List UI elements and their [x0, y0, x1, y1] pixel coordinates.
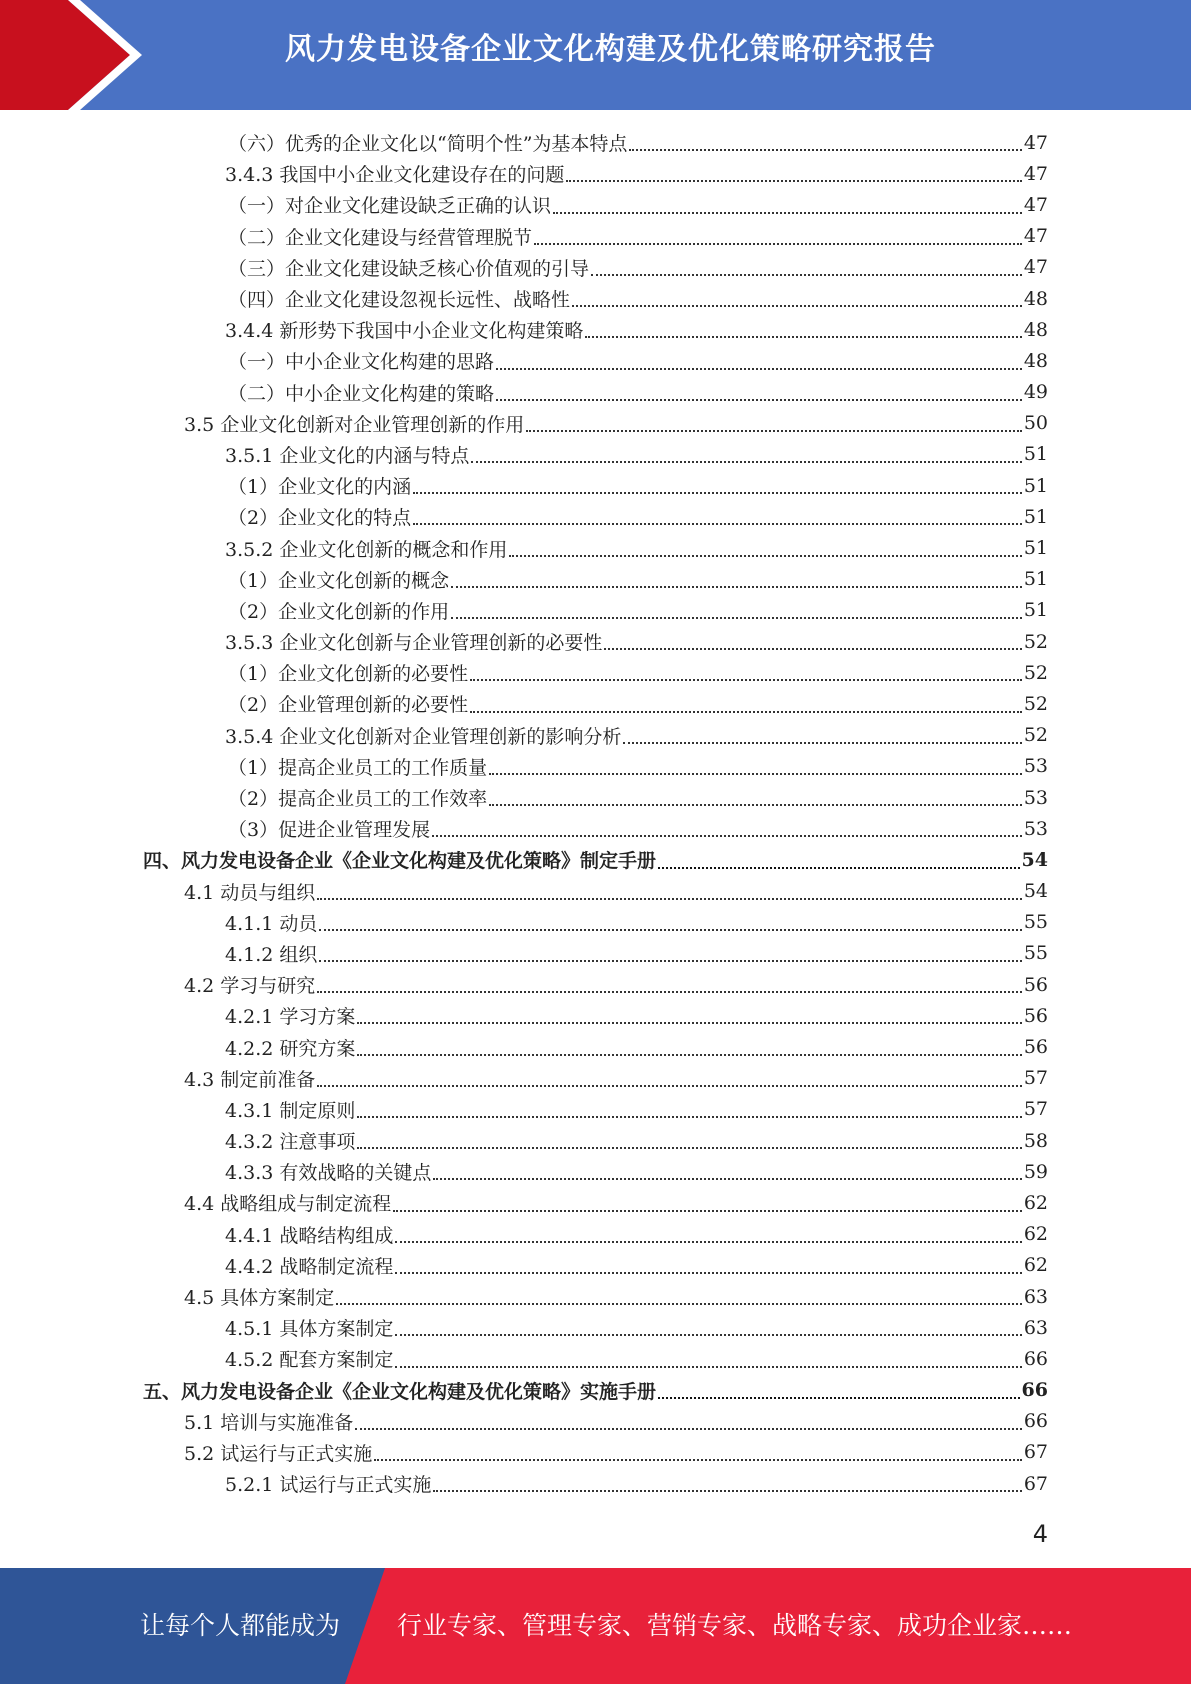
dot-leader [629, 148, 1021, 151]
toc-entry-page: 56 [1023, 973, 1048, 996]
toc-entry-page: 66 [1023, 1347, 1048, 1370]
toc-entry[interactable] [0, 876, 1191, 907]
toc-entry[interactable] [0, 782, 1191, 813]
dot-leader [319, 959, 1021, 962]
toc-entry-label: 4.5.2 配套方案制定 [225, 1349, 394, 1372]
toc-entry[interactable] [0, 813, 1191, 844]
toc-entry-page: 51 [1023, 568, 1048, 591]
toc-entry-label: （2）企业文化的特点 [228, 507, 412, 530]
toc-entry[interactable] [0, 938, 1191, 969]
toc-entry[interactable] [0, 657, 1191, 688]
toc-entry-label: （1）企业文化创新的概念 [228, 569, 450, 592]
dot-leader [585, 335, 1021, 338]
dot-leader [357, 1021, 1021, 1024]
dot-leader [489, 803, 1022, 806]
dot-leader [433, 1489, 1021, 1492]
dot-leader [526, 429, 1022, 432]
dot-leader [433, 1177, 1021, 1180]
dot-leader [317, 1084, 1022, 1087]
dot-leader [432, 834, 1022, 837]
toc-entry[interactable] [0, 688, 1191, 719]
dot-leader [451, 585, 1022, 588]
dot-leader [470, 710, 1022, 713]
toc-entry[interactable] [0, 1187, 1191, 1218]
toc-entry-page: 51 [1023, 474, 1048, 497]
toc-entry[interactable] [0, 127, 1191, 158]
toc-entry-page: 47 [1023, 162, 1048, 185]
toc-entry[interactable] [0, 377, 1191, 408]
toc-entry[interactable] [0, 1281, 1191, 1312]
dot-leader [336, 1302, 1022, 1305]
toc-entry[interactable] [0, 532, 1191, 563]
toc-entry[interactable] [0, 1156, 1191, 1187]
toc-entry-label: （1）企业文化的内涵 [228, 476, 412, 499]
toc-entry[interactable] [0, 470, 1191, 501]
toc-entry-page: 62 [1023, 1254, 1048, 1277]
dot-leader [572, 304, 1022, 307]
toc-entry-page: 56 [1023, 1004, 1048, 1027]
dot-leader [623, 741, 1021, 744]
toc-entry[interactable] [0, 439, 1191, 470]
toc-entry[interactable] [0, 189, 1191, 220]
table-of-contents [0, 127, 1191, 1499]
dot-leader [604, 647, 1021, 650]
footer-slogan-left: 让每个人都能成为 [140, 1611, 341, 1640]
toc-entry-page: 66 [1023, 1410, 1048, 1433]
toc-entry-label: 5.2 试运行与正式实施 [184, 1442, 373, 1465]
toc-entry-page: 62 [1023, 1223, 1048, 1246]
toc-entry-label: 3.4.4 新形势下我国中小企业文化构建策略 [225, 320, 584, 343]
toc-entry-label: 4.3.3 有效战略的关键点 [225, 1162, 432, 1185]
toc-entry-label: 4.1 动员与组织 [184, 881, 316, 904]
toc-entry-label: （2）提高企业员工的工作效率 [228, 788, 488, 811]
toc-entry[interactable] [0, 751, 1191, 782]
dot-leader [553, 211, 1022, 214]
toc-entry-page: 52 [1023, 692, 1048, 715]
toc-entry-page: 53 [1023, 817, 1048, 840]
toc-entry[interactable] [0, 1000, 1191, 1031]
dot-leader [658, 1396, 1020, 1399]
toc-entry-label: 4.5 具体方案制定 [184, 1287, 335, 1310]
toc-entry-label: （四）企业文化建设忽视长远性、战略性 [228, 289, 571, 312]
toc-entry-page: 52 [1023, 661, 1048, 684]
toc-entry-page: 47 [1023, 193, 1048, 216]
toc-entry-label: （2）企业文化创新的作用 [228, 600, 450, 623]
toc-entry[interactable] [0, 1406, 1191, 1437]
dot-leader [413, 522, 1022, 525]
toc-entry[interactable] [0, 1375, 1191, 1406]
toc-entry-page: 47 [1023, 256, 1048, 279]
toc-entry[interactable] [0, 626, 1191, 657]
toc-entry-page: 63 [1023, 1285, 1048, 1308]
toc-entry-page: 48 [1023, 349, 1048, 372]
dot-leader [496, 398, 1022, 401]
toc-entry-label: 4.4 战略组成与制定流程 [184, 1193, 392, 1216]
toc-entry[interactable] [0, 595, 1191, 626]
toc-entry-label: 4.4.2 战略制定流程 [225, 1255, 394, 1278]
toc-entry[interactable] [0, 1094, 1191, 1125]
toc-entry-page: 50 [1023, 412, 1048, 435]
toc-entry-label: 4.3.1 制定原则 [225, 1099, 356, 1122]
toc-entry[interactable] [0, 720, 1191, 751]
toc-entry-label: 5.1 培训与实施准备 [184, 1411, 354, 1434]
toc-entry-page: 59 [1023, 1160, 1048, 1183]
toc-entry-label: 4.2.2 研究方案 [225, 1037, 356, 1060]
toc-entry-label: （3）促进企业管理发展 [228, 819, 431, 842]
toc-entry[interactable] [0, 283, 1191, 314]
dot-leader [591, 273, 1022, 276]
toc-entry-label: 4.1.1 动员 [225, 912, 318, 935]
dot-leader [470, 678, 1022, 681]
document-title: 风力发电设备企业文化构建及优化策略研究报告 [285, 32, 936, 67]
dot-leader [395, 1271, 1021, 1274]
toc-entry-label: 4.3 制定前准备 [184, 1068, 316, 1091]
toc-entry-label: 五、风力发电设备企业《企业文化构建及优化策略》实施手册 [143, 1380, 657, 1403]
toc-entry[interactable] [0, 844, 1191, 875]
dot-leader [534, 242, 1022, 245]
toc-entry[interactable] [0, 1063, 1191, 1094]
toc-entry[interactable] [0, 221, 1191, 252]
toc-entry-label: 3.5.1 企业文化的内涵与特点 [225, 444, 470, 467]
toc-entry[interactable] [0, 345, 1191, 376]
toc-entry[interactable] [0, 252, 1191, 283]
toc-entry-label: 4.4.1 战略结构组成 [225, 1224, 394, 1247]
toc-entry-page: 53 [1023, 786, 1048, 809]
toc-entry-page: 49 [1023, 381, 1048, 404]
dot-leader [395, 1365, 1021, 1368]
dot-leader [658, 866, 1020, 869]
toc-entry-page: 57 [1023, 1098, 1048, 1121]
toc-entry-page: 52 [1023, 630, 1048, 653]
dot-leader [413, 491, 1022, 494]
toc-entry[interactable] [0, 1250, 1191, 1281]
toc-entry[interactable] [0, 1312, 1191, 1343]
toc-entry-label: 4.2 学习与研究 [184, 975, 316, 998]
toc-entry[interactable] [0, 314, 1191, 345]
page-number: 4 [1032, 1520, 1048, 1548]
toc-entry-label: （一）中小企业文化构建的思路 [228, 351, 495, 374]
toc-entry-page: 54 [1023, 880, 1048, 903]
toc-entry-label: （二）企业文化建设与经营管理脱节 [228, 226, 533, 249]
toc-entry[interactable] [0, 1125, 1191, 1156]
toc-entry-label: 4.1.2 组织 [225, 943, 318, 966]
toc-entry-page: 48 [1023, 287, 1048, 310]
toc-entry-label: 四、风力发电设备企业《企业文化构建及优化策略》制定手册 [143, 850, 657, 873]
dot-leader [509, 554, 1021, 557]
toc-entry[interactable] [0, 907, 1191, 938]
toc-entry-label: （2）企业管理创新的必要性 [228, 694, 469, 717]
toc-entry-label: 5.2.1 试运行与正式实施 [225, 1474, 432, 1497]
toc-entry-label: （1）提高企业员工的工作质量 [228, 756, 488, 779]
dot-leader [395, 1240, 1021, 1243]
toc-entry-label: 4.5.1 具体方案制定 [225, 1318, 394, 1341]
dot-leader [319, 928, 1021, 931]
toc-entry[interactable] [0, 501, 1191, 532]
toc-entry[interactable] [0, 969, 1191, 1000]
toc-entry[interactable] [0, 1343, 1191, 1374]
toc-entry[interactable] [0, 1031, 1191, 1062]
toc-entry-page: 57 [1023, 1067, 1048, 1090]
toc-entry-page: 47 [1023, 131, 1048, 154]
toc-entry-label: （一）对企业文化建设缺乏正确的认识 [228, 195, 552, 218]
toc-entry-page: 48 [1023, 318, 1048, 341]
toc-entry-page: 51 [1023, 537, 1048, 560]
dot-leader [355, 1427, 1022, 1430]
dot-leader [451, 616, 1022, 619]
dot-leader [395, 1333, 1021, 1336]
toc-entry[interactable] [0, 1437, 1191, 1468]
toc-entry-page: 58 [1023, 1129, 1048, 1152]
toc-entry-page: 56 [1023, 1036, 1048, 1059]
toc-entry-page: 62 [1023, 1191, 1048, 1214]
toc-entry[interactable] [0, 564, 1191, 595]
footer-banner [0, 1568, 1191, 1684]
toc-entry-label: （六）优秀的企业文化以“简明个性”为基本特点 [228, 133, 628, 156]
toc-entry-label: （1）企业文化创新的必要性 [228, 663, 469, 686]
toc-entry-page: 67 [1023, 1441, 1048, 1464]
dot-leader [317, 990, 1022, 993]
toc-entry-page: 51 [1023, 505, 1048, 528]
footer-slogan-right: 行业专家、管理专家、营销专家、战略专家、成功企业家…… [397, 1611, 1073, 1640]
toc-entry-page: 47 [1023, 225, 1048, 248]
toc-entry-label: 4.2.1 学习方案 [225, 1006, 356, 1029]
dot-leader [317, 897, 1022, 900]
toc-entry[interactable] [0, 1468, 1191, 1499]
dot-leader [471, 460, 1021, 463]
toc-entry-label: 3.5 企业文化创新对企业管理创新的作用 [184, 413, 525, 436]
toc-entry-page: 63 [1023, 1316, 1048, 1339]
toc-entry-page: 52 [1023, 724, 1048, 747]
toc-entry-page: 51 [1023, 443, 1048, 466]
toc-entry-page: 53 [1023, 755, 1048, 778]
toc-entry-label: 3.4.3 我国中小企业文化建设存在的问题 [225, 164, 565, 187]
dot-leader [489, 772, 1022, 775]
toc-entry-label: （三）企业文化建设缺乏核心价值观的引导 [228, 257, 590, 280]
toc-entry-page: 55 [1023, 911, 1048, 934]
toc-entry-label: 3.5.2 企业文化创新的概念和作用 [225, 538, 508, 561]
toc-entry[interactable] [0, 1219, 1191, 1250]
toc-entry-page: 67 [1023, 1472, 1048, 1495]
toc-entry-page: 51 [1023, 599, 1048, 622]
toc-entry-label: 4.3.2 注意事项 [225, 1131, 356, 1154]
dot-leader [357, 1146, 1021, 1149]
toc-entry-label: （二）中小企业文化构建的策略 [228, 382, 495, 405]
dot-leader [357, 1115, 1021, 1118]
dot-leader [566, 179, 1021, 182]
dot-leader [496, 367, 1022, 370]
header-banner [0, 0, 1191, 110]
dot-leader [357, 1053, 1021, 1056]
toc-entry-label: 3.5.4 企业文化创新对企业管理创新的影响分析 [225, 725, 622, 748]
toc-entry-page: 55 [1023, 942, 1048, 965]
toc-entry-label: 3.5.3 企业文化创新与企业管理创新的必要性 [225, 632, 603, 655]
toc-entry[interactable] [0, 158, 1191, 189]
dot-leader [374, 1458, 1022, 1461]
dot-leader [393, 1209, 1022, 1212]
toc-entry-page: 66 [1021, 1379, 1048, 1402]
toc-entry-page: 54 [1021, 848, 1048, 871]
toc-entry[interactable] [0, 408, 1191, 439]
